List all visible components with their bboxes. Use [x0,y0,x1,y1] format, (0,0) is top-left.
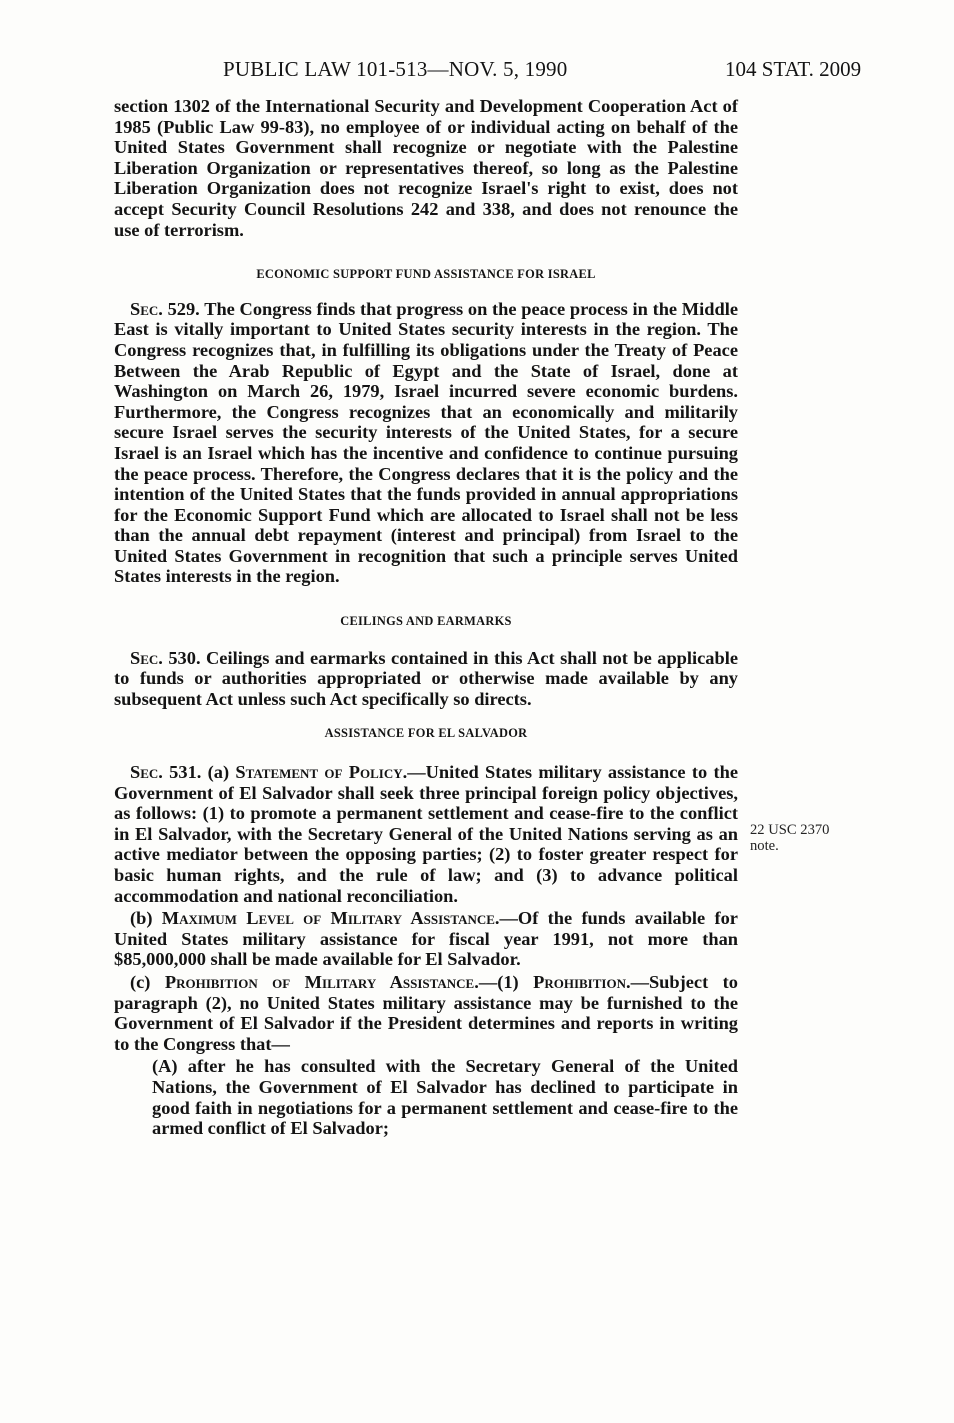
subsection-a-text: —United States military assistance to the Government of El Salvador shall seek three principal foreign policy objectives, as follows: (1) to promote a permanent settlement and cease-fire to the conflict in El Salvador, with the Secretary General of the United Nations serving as an active mediator between the opposing parties; (2) to foster greater respect for basic human rights, and the rule of law; and (3) to advance political accommodation and national reconciliation. [114,762,738,906]
subsection-a-caption: Statement of Policy. [235,762,408,783]
subsection-b-text: —Of the funds available for United States military assistance for fiscal year 1991, not more than $85,000,000 shall be made available for El Salvador. [114,908,738,970]
margin-note-citation: 22 USC 2370 [750,822,830,838]
intro-paragraph: section 1302 of the International Security and Development Cooperation Act of 1985 (Public Law 99-83), no employee of or individual acting on behalf of the United States Government shall recognize or negotiate with the Palestine Liberation Organization or representatives thereof, so long as the Palestine Liberation Organization does not recognize Israel's right to exist, does not accept Security Council Resolutions 242 and 338, and does not renounce the use of terrorism. [114,96,738,240]
section-530-paragraph [114,648,738,710]
subsection-c-marker: (c) [130,971,151,992]
subsection-c-dash: — [478,971,498,992]
section-529-label: Sec. 529. [130,298,200,319]
section-heading-530: CEILINGS AND EARMARKS [340,614,512,629]
section-531-label: Sec. 531. [130,762,202,783]
section-529-paragraph [114,299,738,587]
running-head: PUBLIC LAW 101-513—NOV. 5, 1990 [223,57,568,81]
document-body [114,96,738,1139]
subsection-c-caption: Prohibition of Military Assistance. [164,971,479,992]
subsection-b-marker: (b) [130,908,153,929]
margin-note [750,822,829,854]
subparagraph-a: (A) after he has consulted with the Secretary General of the United Nations, the Government of El Salvador has declined to participate in good faith in negotiations for a permanent settlement and cease-fire to the armed conflict of El Salvador; [152,1056,738,1139]
paragraph-1-caption: Prohibition. [533,971,631,992]
section-529-text: The Congress finds that progress on the peace process in the Middle East is vitally important to United States security interests in the region. The Congress recognizes that, in fulfilling its obligations under the Treaty of Peace Between the Arab Republic of Egypt and the State of Israel, done at Washington on March 26, 1979, Israel incurred severe economic burdens. Furthermore, the Congress recognizes that an economically and militarily secure Israel serves the security interests of the United States, for a secure Israel is an Israel which has the incentive and confidence to continue pursuing the peace process. Therefore, the Congress declares that it is the policy and the intention of the United States that the funds provided in annual appropriations for the Economic Support Fund which are allocated to Israel shall not be less than the annual debt repayment (interest and principal) from Israel to the United States Government in recognition that such a principle serves United States interests in the region. [114,298,738,587]
section-heading-531: ASSISTANCE FOR EL SALVADOR [324,726,528,741]
section-530-text: Ceilings and earmarks contained in this Act shall not be applicable to funds or authorities appropriated or otherwise made available by any subsequent Act unless such Act specifically so directs. [114,647,738,709]
margin-note-suffix: note. [750,838,779,854]
section-530-label: Sec. 530. [130,647,201,668]
section-531-a-paragraph [114,762,738,906]
subsection-c-paragraph [114,972,738,1054]
page-header [0,57,954,87]
subsection-b-paragraph [114,908,738,970]
paragraph-1-marker: (1) [497,971,519,992]
subsection-a-marker: (a) [207,762,230,783]
paragraph-1-text: —Subject to paragraph (2), no United States military assistance may be furnished to the Government of El Salvador if the President determines and reports in writing to the Congress that— [114,971,738,1054]
section-heading-529: ECONOMIC SUPPORT FUND ASSISTANCE FOR ISRAEL [256,267,596,282]
stat-page-number: 104 STAT. 2009 [725,57,862,81]
subsection-b-caption: Maximum Level of Military Assistance. [161,908,500,929]
